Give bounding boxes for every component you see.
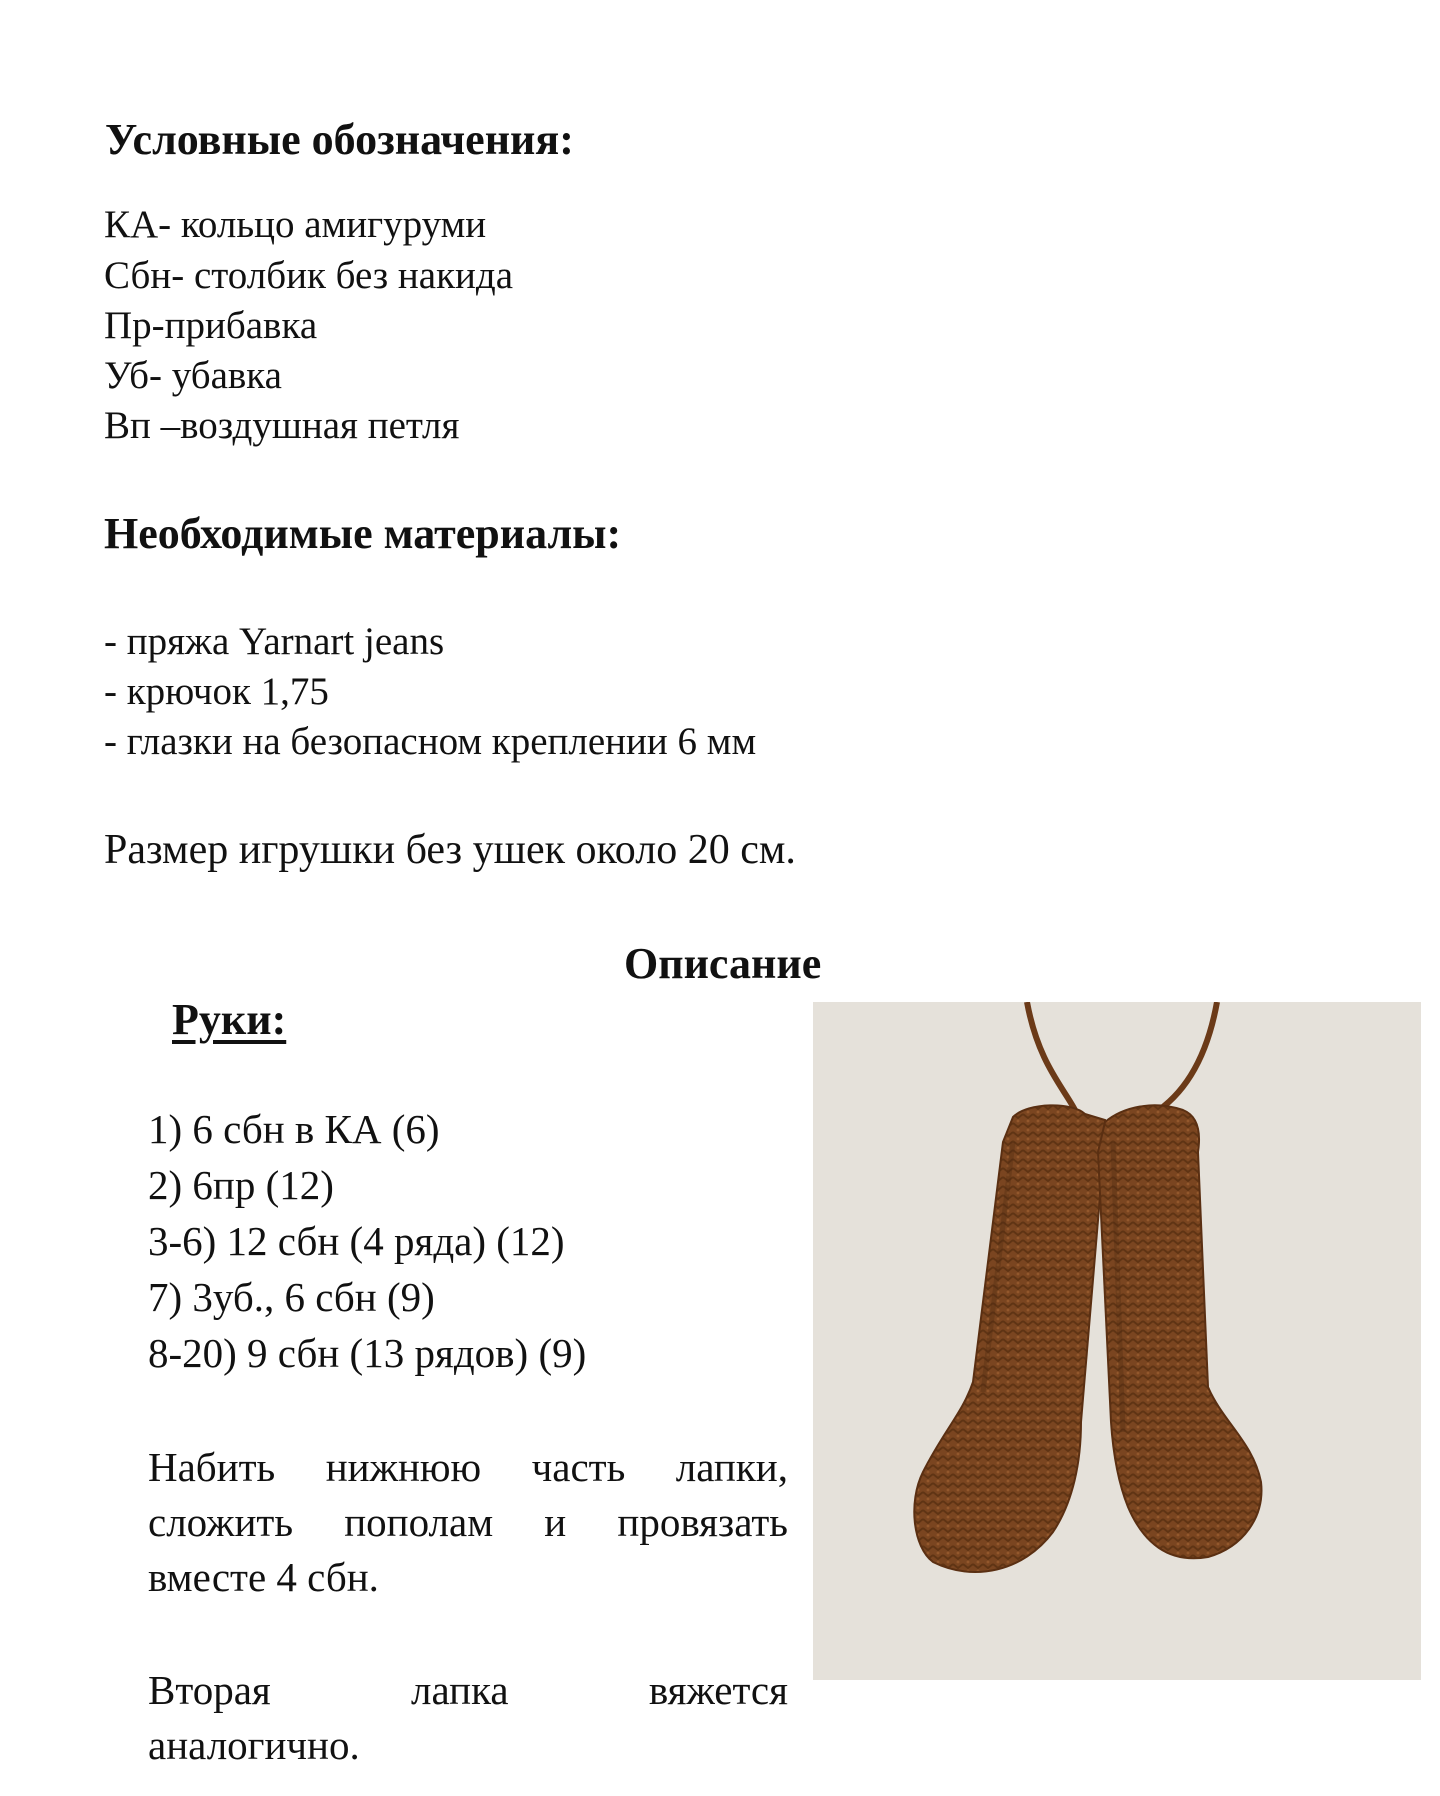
word: провязать [617,1499,788,1545]
legend-item: Сбн- столбик без накида [104,254,514,297]
paragraph-line: аналогично. [148,1722,360,1768]
right-arm [1098,1105,1261,1558]
word: нижнюю [325,1444,482,1490]
paragraph-line [148,1495,788,1550]
word: часть [531,1444,626,1490]
materials-item: - глазки на безопасном креплении 6 мм [104,720,757,763]
word: и [544,1499,567,1545]
word: сложить [148,1499,294,1545]
word: лапка [411,1667,509,1713]
section-title-arms: Руки: [172,995,287,1044]
paragraph-line [148,1663,788,1718]
paragraph-line: вместе 4 сбн. [148,1554,379,1600]
yarn-strand [1153,1002,1217,1114]
step-item: 8-20) 9 сбн (13 рядов) (9) [148,1330,587,1376]
step-item: 2) 6пр (12) [148,1162,334,1208]
size-note: Размер игрушки без ушек около 20 см. [104,827,796,873]
step-item: 1) 6 сбн в КА (6) [148,1106,440,1152]
crochet-arms-illustration [813,1002,1421,1680]
crochet-arms-photo [813,1002,1421,1680]
instruction-paragraph [148,1440,788,1605]
legend-item: Вп –воздушная петля [104,404,460,447]
word: Набить [148,1444,276,1490]
yarn-strand [1027,1002,1075,1110]
word: лапки, [675,1444,788,1490]
materials-title: Необходимые материалы: [104,509,622,558]
materials-item: - крючок 1,75 [104,670,329,713]
legend-item: Пр-прибавка [104,304,318,347]
word: вяжется [648,1667,788,1713]
legend-item: КА- кольцо амигуруми [104,203,487,246]
description-title: Описание [624,939,822,988]
word: пополам [344,1499,494,1545]
materials-item: - пряжа Yarnart jeans [104,620,445,663]
word: Вторая [148,1667,271,1713]
legend-item: Уб- убавка [104,354,282,397]
step-item: 3-6) 12 сбн (4 ряда) (12) [148,1218,565,1264]
step-item: 7) 3уб., 6 сбн (9) [148,1274,435,1320]
instruction-paragraph-2 [148,1663,788,1773]
legend-title: Условные обозначения: [105,115,574,164]
paragraph-line [148,1440,788,1495]
